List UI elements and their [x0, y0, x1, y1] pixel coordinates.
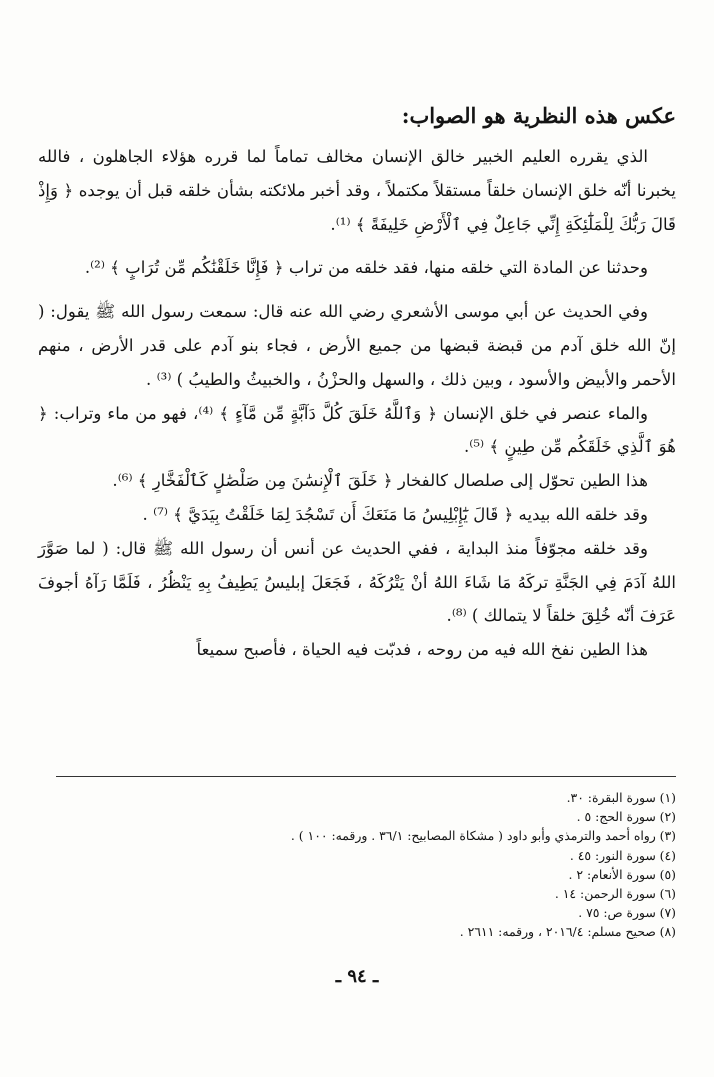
book-page [38, 0, 676, 1077]
paragraph-6: وقد خلقه الله بيديه ﴿ قَالَ يَٰٓإِبْلِيسُ مَا مَنَعَكَ أَن تَسْجُدَ لِمَا خَلَقْتُ بِيَدَيَّ ﴾ ⁽⁷⁾ . [142, 504, 648, 524]
footnote-3: (٣) رواه أحمد والترمذي وأبو داود ( مشكاة المصابيح: ٣٦/١ . ورقمه: ١٠٠ ) . [290, 828, 676, 844]
footnote-4: (٤) سورة النور: ٤٥ . [569, 847, 676, 863]
footnote-2: (٢) سورة الحج: ٥ . [576, 809, 676, 825]
page-number: ـ ٩٤ ـ [335, 966, 379, 987]
footnote-5: (٥) سورة الأنعام: ٢ . [568, 866, 676, 882]
footnote-1: (١) سورة البقرة: ٣٠. [566, 790, 676, 805]
paragraph-1: الذي يقرره العليم الخبير خالق الإنسان مخالف تماماً لما قرره هؤلاء الجاهلون ، فالله يخبرنا أنّه خلق الإنسان خلقاً مستقلاً مكتملاً ، وقد أخبر ملائكته بشأن خلقه قبل أن يوجده ﴿ وَإِذْ قَالَ رَبُّكَ لِلْمَلَٰٓئِكَةِ إِنِّي جَاعِلٌ فِي ٱلْأَرْضِ خَلِيفَةً ﴾ ⁽¹⁾. [38, 147, 676, 234]
footnote-7: (٧) سورة ص: ٧٥ . [578, 905, 676, 921]
footnote-divider [56, 776, 676, 777]
section-heading: عكس هذه النظرية هو الصواب: [401, 103, 676, 128]
paragraph-2: وحدثنا عن المادة التي خلقه منها، فقد خلقه من تراب ﴿ فَإِنَّا خَلَقْنَٰكُم مِّن تُرَابٍ ﴾ ⁽²⁾. [84, 258, 648, 278]
footnotes [38, 788, 676, 942]
footnote-6: (٦) سورة الرحمن: ١٤ . [554, 886, 676, 902]
paragraph-3: وفي الحديث عن أبي موسى الأشعري رضي الله عنه قال: سمعت رسول الله ﷺ يقول: ( إنّ الله خلق آدم من قبضة قبضها من جميع الأرض ، فجاء بنو آدم على قدر الأرض ، منهم الأحمر والأبيض والأسود ، وبين ذلك ، والسهل والحزْنُ ، والخبيثُ والطيبُ ) ⁽³⁾ . [38, 302, 676, 389]
footnote-8: (٨) صحيح مسلم: ٢٠١٦/٤ ، ورقمه: ٢٦١١ . [459, 924, 676, 940]
paragraph-7: وقد خلقه مجوّفاً منذ البداية ، ففي الحديث عن أنس أن رسول الله ﷺ قال: ( لما صَوَّرَ اللهُ آدَمَ فِي الجَنَّةِ تركَهُ مَا شَاءَ اللهُ أنْ يَتْرُكَهُ ، فَجَعَلَ إبليسُ يَطِيفُ بِهِ يَنْظُرُ ، فَلَمَّا رَآهُ أجوفَ عَرَفَ أنّه خُلِقَ خلقاً لا يتمالك ) ⁽⁸⁾. [38, 538, 676, 626]
paragraph-8: هذا الطين نفخ الله فيه من روحه ، فدبّت فيه الحياة ، فأصبح سميعاً [196, 640, 648, 660]
body-text [38, 140, 676, 667]
paragraph-5: هذا الطين تحوّل إلى صلصال كالفخار ﴿ خَلَقَ ٱلْإِنسَٰنَ مِن صَلْصَٰلٍ كَٱلْفَخَّارِ ﴾ ⁽⁶⁾. [112, 471, 648, 491]
paragraph-4: والماء عنصر في خلق الإنسان ﴿ وَٱللَّهُ خَلَقَ كُلَّ دَآبَّةٍ مِّن مَّآءٍ ﴾ ⁽⁴⁾، فهو من ماء وتراب: ﴿ هُوَ ٱلَّذِي خَلَقَكُم مِّن طِينٍ ﴾ ⁽⁵⁾. [38, 403, 676, 457]
